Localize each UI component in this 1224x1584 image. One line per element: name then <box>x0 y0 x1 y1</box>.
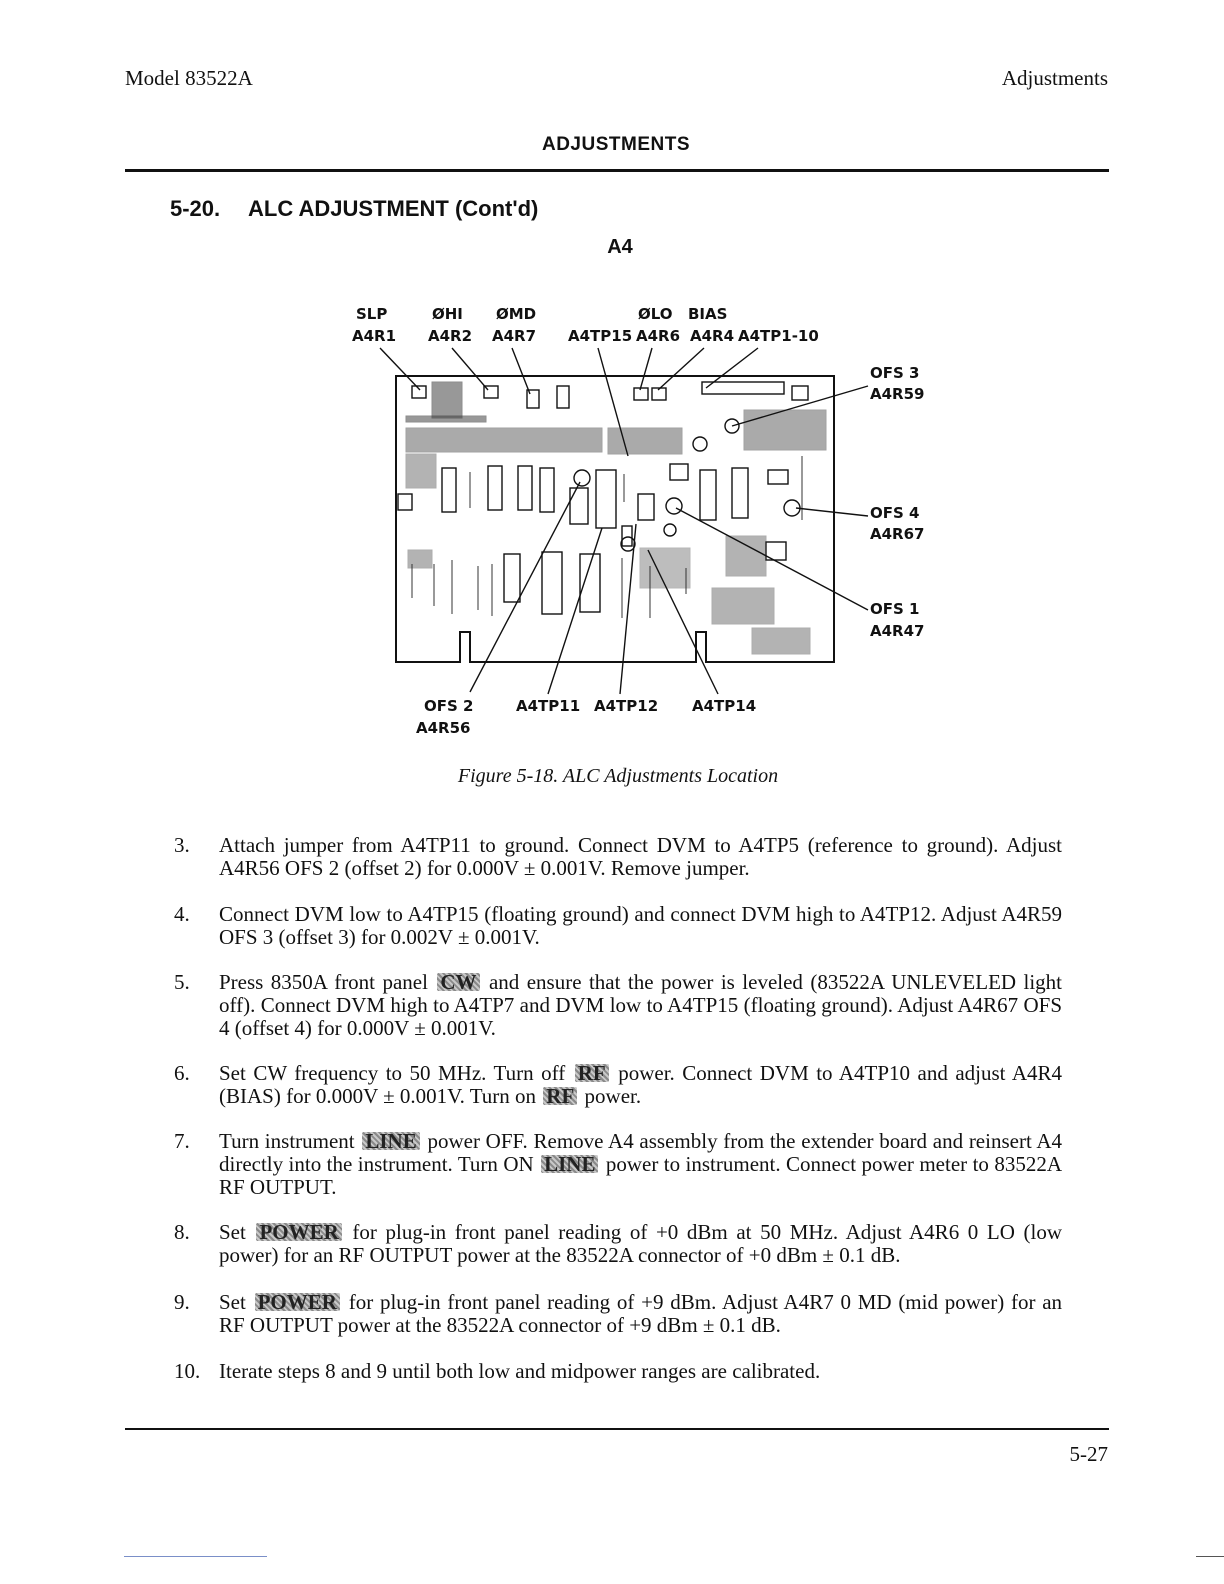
label-a4tp11: A4TP11 <box>516 697 581 715</box>
footer-rule-right <box>1196 1556 1224 1557</box>
step-number: 6. <box>174 1061 190 1085</box>
step-text-part: Set CW frequency to 50 MHz. Turn off <box>219 1061 566 1085</box>
rf-key: RF <box>575 1064 609 1082</box>
step-text-part: Turn instrument <box>219 1129 355 1153</box>
label-a4r7: A4R7 <box>492 327 537 345</box>
label-a4r1: A4R1 <box>352 327 397 345</box>
bottom-divider <box>125 1428 1109 1430</box>
step-6 <box>174 1062 1062 1108</box>
figure-caption: Figure 5-18. ALC Adjustments Location <box>457 765 779 787</box>
step-text-part: for plug-in front panel reading of +0 dBm at 50 MHz. Adjust A4R6 0 LO (low power) for an RF OUTPUT power at the 83522A connector of +0 dBm ± 0.1 dB. <box>219 1220 1062 1267</box>
label-a4tp14: A4TP14 <box>692 697 757 715</box>
board-label: A4 <box>607 236 633 258</box>
cw-key: CW <box>437 973 479 991</box>
step-text-part: and ensure that the power is leveled (83522A UNLEVELED light off). Connect DVM high to A4TP7 and DVM low to A4TP15 (floating ground). Adjust A4R67 OFS 4 (offset 4) for 0.000V ± 0.001V. <box>219 970 1063 1040</box>
label-a4r59: A4R59 <box>870 385 925 403</box>
step-text-part: Set <box>219 1290 246 1314</box>
step-text-part: power. <box>584 1084 642 1108</box>
step-9 <box>174 1291 1062 1337</box>
step-text-part: power OFF. Remove A4 assembly from the extender board and reinsert A4 directly into the instrument. Turn ON <box>219 1129 1063 1176</box>
step-text: Attach jumper from A4TP11 to ground. Connect DVM to A4TP5 (reference to ground). Adjust A4R56 OFS 2 (offset 2) for 0.000V ± 0.001V. Remove jumper. <box>219 833 1062 880</box>
label-a4tp15: A4TP15 <box>568 327 633 345</box>
header-model: Model 83522A <box>125 66 253 90</box>
label-a4r4: A4R4 <box>690 327 735 345</box>
label-ofs1: OFS 1 <box>870 600 920 618</box>
label-lo: ØLO <box>638 305 673 323</box>
power-key: POWER <box>255 1293 340 1311</box>
subsection-number: 5-20. <box>170 196 221 221</box>
step-number: 9. <box>174 1290 190 1314</box>
label-a4tp12: A4TP12 <box>594 697 659 715</box>
adjustment-steps <box>174 834 1062 1383</box>
step-10 <box>174 1360 1062 1383</box>
label-a4r56: A4R56 <box>416 719 471 737</box>
step-text-part: for plug-in front panel reading of +9 dBm. Adjust A4R7 0 MD (mid power) for an RF OUTPUT power at the 83522A connector of +9 dBm ± 0.1 dB. <box>219 1290 1063 1337</box>
label-a4r6: A4R6 <box>636 327 681 345</box>
step-number: 4. <box>174 902 190 926</box>
label-a4r2: A4R2 <box>428 327 473 345</box>
step-8 <box>174 1221 1062 1267</box>
step-4 <box>174 903 1062 949</box>
label-ofs2: OFS 2 <box>424 697 474 715</box>
subsection-title: ALC ADJUSTMENT (Cont'd) <box>248 196 539 221</box>
step-text-part: Set <box>219 1220 246 1244</box>
line-key: LINE <box>362 1132 419 1150</box>
header-section: Adjustments <box>1001 66 1108 90</box>
alc-adjustments-figure <box>340 298 940 748</box>
label-a4tp1-10: A4TP1-10 <box>738 327 819 345</box>
step-text-part: Press 8350A front panel <box>219 970 428 994</box>
subsection-heading <box>170 196 538 222</box>
step-text-part: power to instrument. Connect power meter to 83522A RF OUTPUT. <box>219 1152 1062 1199</box>
step-number: 7. <box>174 1129 190 1153</box>
top-divider <box>125 169 1109 172</box>
label-a4r47: A4R47 <box>870 622 925 640</box>
rf-key: RF <box>543 1087 577 1105</box>
step-3 <box>174 834 1062 880</box>
step-text-part: power. Connect DVM to A4TP10 and adjust A4R4 (BIAS) for 0.000V ± 0.001V. Turn on <box>219 1061 1063 1108</box>
step-7 <box>174 1130 1062 1199</box>
footer-rule-left <box>124 1556 267 1557</box>
label-bias: BIAS <box>688 305 728 323</box>
step-text: Connect DVM low to A4TP15 (floating ground) and connect DVM high to A4TP12. Adjust A4R59 OFS 3 (offset 3) for 0.002V ± 0.001V. <box>219 902 1062 949</box>
step-5 <box>174 971 1062 1040</box>
section-title: ADJUSTMENTS <box>541 134 690 155</box>
step-text: Iterate steps 8 and 9 until both low and midpower ranges are calibrated. <box>219 1359 821 1383</box>
label-a4r67: A4R67 <box>870 525 925 543</box>
step-number: 5. <box>174 970 190 994</box>
label-md: ØMD <box>496 305 537 323</box>
step-number: 10. <box>174 1359 201 1383</box>
page-number: 5-27 <box>1069 1442 1108 1466</box>
label-ofs3: OFS 3 <box>870 364 920 382</box>
power-key: POWER <box>256 1223 341 1241</box>
label-hi: ØHI <box>432 305 463 323</box>
step-number: 3. <box>174 833 190 857</box>
line-key: LINE <box>541 1155 598 1173</box>
circuit-board-diagram <box>340 298 940 748</box>
label-ofs4: OFS 4 <box>870 504 920 522</box>
step-number: 8. <box>174 1220 190 1244</box>
label-slp: SLP <box>356 305 388 323</box>
